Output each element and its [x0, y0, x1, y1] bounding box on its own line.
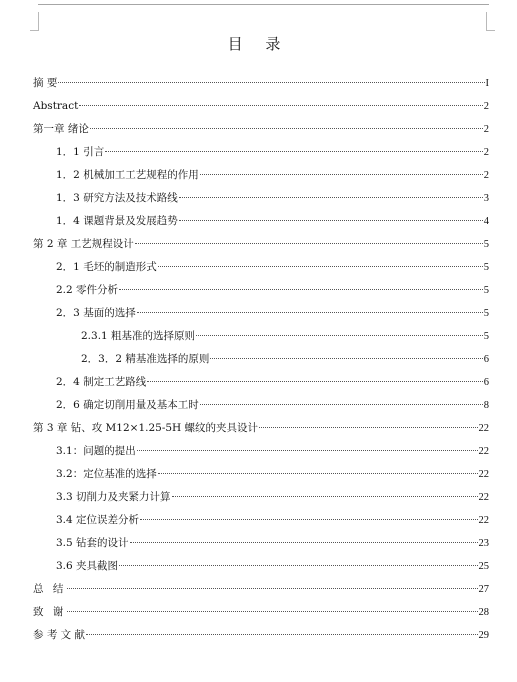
toc-entry-label: 总 结	[33, 583, 67, 595]
toc-page-number: 6	[483, 354, 489, 365]
toc-entry-3-3[interactable]	[33, 489, 489, 505]
toc-entry-3-4[interactable]	[33, 512, 489, 528]
toc-entry-label: 2.2 零件分析	[56, 284, 119, 296]
dot-leader	[137, 450, 478, 451]
dot-leader	[67, 588, 477, 589]
toc-entry-1-4[interactable]	[33, 213, 489, 229]
toc-page-number: 5	[483, 262, 489, 273]
toc-page-number: 27	[478, 584, 489, 595]
toc-entry-chapter-3[interactable]	[33, 420, 489, 436]
dot-leader	[137, 312, 483, 313]
toc-entry-2-3-2[interactable]	[33, 351, 489, 367]
toc-entry-label: Abstract	[33, 100, 79, 112]
toc-entry-label: 3.5 钻套的设计	[56, 537, 129, 549]
dot-leader	[158, 266, 483, 267]
header-rule	[38, 4, 489, 5]
toc-entry-label: 致 谢	[33, 606, 67, 618]
toc-page-number: 8	[483, 400, 489, 411]
toc-page-number: 29	[478, 630, 489, 641]
dot-leader	[135, 243, 483, 244]
toc-page-number: I	[485, 78, 489, 89]
toc-entry-3-6[interactable]	[33, 558, 489, 574]
toc-entry-1-3[interactable]	[33, 190, 489, 206]
dot-leader	[172, 496, 478, 497]
toc-entry-label: 第 3 章 钻、攻 M12×1.25-5H 螺纹的夹具设计	[33, 422, 259, 434]
toc-page-number: 5	[483, 331, 489, 342]
toc-page-number: 22	[478, 492, 489, 503]
dot-leader	[79, 105, 482, 106]
toc-entry-label: 3.2：定位基准的选择	[56, 468, 157, 480]
toc-entry-1-1[interactable]	[33, 144, 489, 160]
toc-entry-label: 1．2 机械加工工艺规程的作用	[56, 169, 199, 181]
dot-leader	[140, 519, 477, 520]
dot-leader	[105, 151, 483, 152]
dot-leader	[90, 128, 483, 129]
toc-entry-3-5[interactable]	[33, 535, 489, 551]
toc-page-number: 22	[478, 515, 489, 526]
toc-entry-references[interactable]	[33, 627, 489, 643]
toc-page-number: 2	[483, 101, 489, 112]
dot-leader	[179, 197, 483, 198]
toc-entry-1-2[interactable]	[33, 167, 489, 183]
toc-page-number: 2	[483, 147, 489, 158]
toc-page-number: 6	[483, 377, 489, 388]
toc-page-number: 28	[478, 607, 489, 618]
toc-entry-abstract[interactable]	[33, 98, 489, 114]
toc-entry-label: 1．3 研究方法及技术路线	[56, 192, 178, 204]
toc-entry-label: 1．4 课题背景及发展趋势	[56, 215, 178, 227]
toc-entry-label: 第一章 绪论	[33, 123, 89, 135]
toc-entry-acknowledgements[interactable]	[33, 604, 489, 620]
crop-mark-top-left	[30, 12, 39, 31]
toc-entry-label: 2．4 制定工艺路线	[56, 376, 147, 388]
dot-leader	[210, 358, 482, 359]
toc-entry-2-3-1[interactable]	[33, 328, 489, 344]
toc-entry-3-2[interactable]	[33, 466, 489, 482]
toc-page-number: 5	[483, 308, 489, 319]
dot-leader	[158, 473, 478, 474]
toc-entry-label: 1．1 引言	[56, 146, 105, 158]
dot-leader	[130, 542, 478, 543]
toc-entry-label: 2.3.1 粗基准的选择原则	[81, 330, 196, 342]
toc-entry-3-1[interactable]	[33, 443, 489, 459]
dot-leader	[119, 289, 483, 290]
crop-mark-top-right	[486, 12, 495, 31]
toc-entry-2-3[interactable]	[33, 305, 489, 321]
toc-page-number: 3	[483, 193, 489, 204]
toc-entry-2-2[interactable]	[33, 282, 489, 298]
dot-leader	[86, 634, 477, 635]
toc-entry-label: 2．6 确定切削用量及基本工时	[56, 399, 199, 411]
toc-page-number: 5	[483, 239, 489, 250]
toc-entry-label: 第 2 章 工艺规程设计	[33, 238, 134, 250]
toc-entry-label: 2．3 基面的选择	[56, 307, 136, 319]
toc-page-number: 4	[483, 216, 489, 227]
toc-entry-chapter-1[interactable]	[33, 121, 489, 137]
toc-page-number: 22	[478, 469, 489, 480]
toc-entry-label: 2．1 毛坯的制造形式	[56, 261, 157, 273]
toc-title: 目 录	[227, 35, 290, 53]
toc-entry-label: 3.4 定位误差分析	[56, 514, 140, 526]
dot-leader	[200, 404, 483, 405]
toc-entry-label: 3.6 夹具截图	[56, 560, 119, 572]
dot-leader	[259, 427, 477, 428]
dot-leader	[179, 220, 483, 221]
toc-entry-label: 摘 要	[33, 77, 58, 89]
dot-leader	[147, 381, 483, 382]
toc-page-number: 2	[483, 124, 489, 135]
toc-page-number: 23	[478, 538, 489, 549]
toc-entry-label: 2．3．2 精基准选择的原则	[81, 353, 210, 365]
toc-entry-abstract-cn[interactable]	[33, 75, 489, 91]
toc-entry-label: 参 考 文 献	[33, 629, 86, 641]
toc-page-number: 22	[478, 423, 489, 434]
toc-entry-label: 3.3 切削力及夹紧力计算	[56, 491, 171, 503]
toc-page-number: 2	[483, 170, 489, 181]
toc-entry-2-1[interactable]	[33, 259, 489, 275]
dot-leader	[200, 174, 483, 175]
dot-leader	[58, 82, 484, 83]
toc-page-number: 25	[478, 561, 489, 572]
dot-leader	[119, 565, 477, 566]
toc-entry-2-6[interactable]	[33, 397, 489, 413]
toc-entry-conclusion[interactable]	[33, 581, 489, 597]
dot-leader	[196, 335, 483, 336]
toc-entry-label: 3.1：问题的提出	[56, 445, 136, 457]
toc-entry-chapter-2[interactable]	[33, 236, 489, 252]
dot-leader	[67, 611, 477, 612]
toc-page-number: 22	[478, 446, 489, 457]
toc-entry-2-4[interactable]	[33, 374, 489, 390]
toc-page-number: 5	[483, 285, 489, 296]
